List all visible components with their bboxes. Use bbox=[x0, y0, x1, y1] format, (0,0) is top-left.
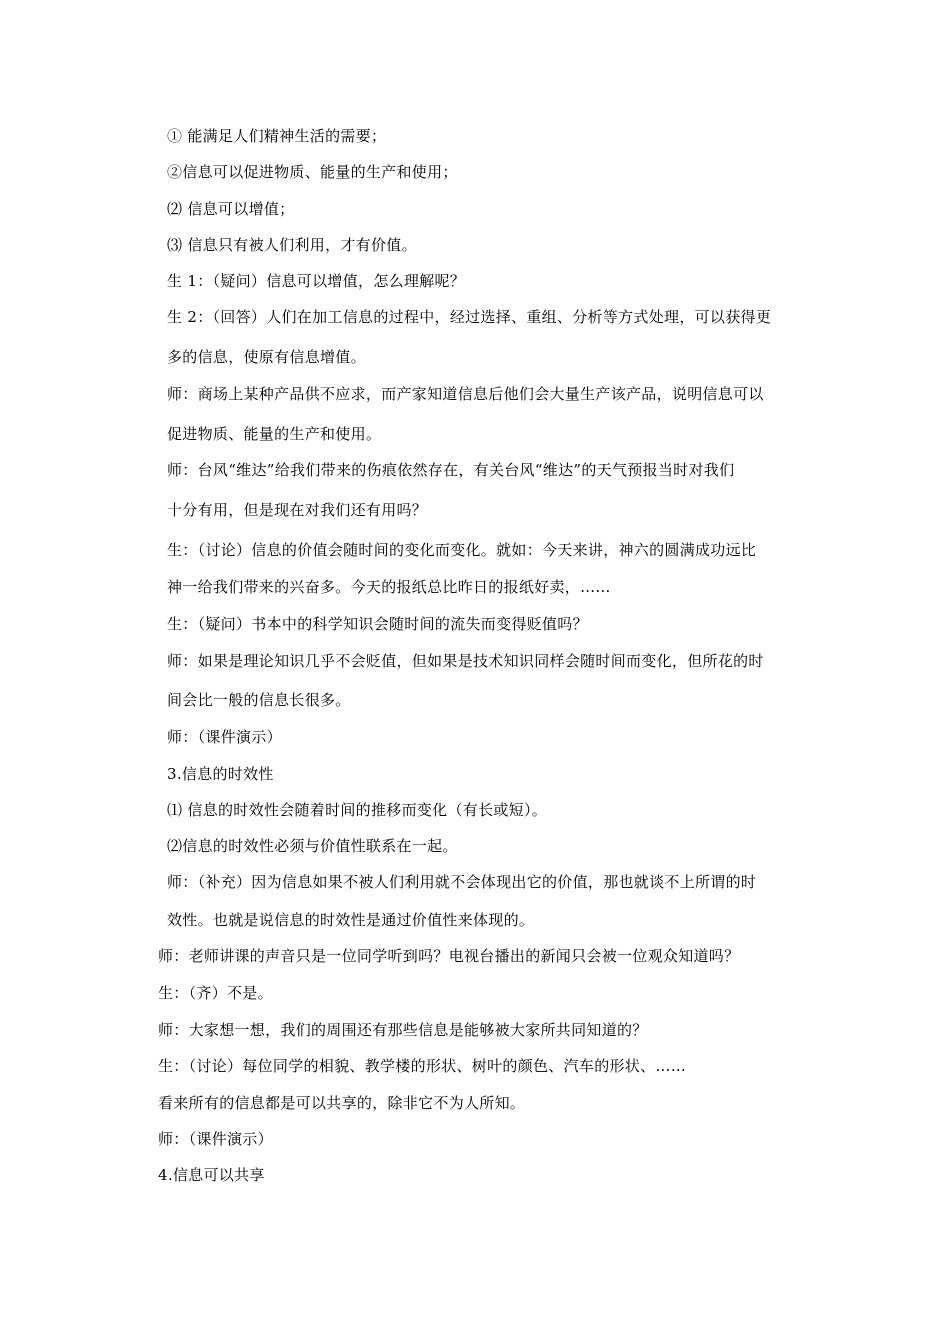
text-line: 师：（补充）因为信息如果不被人们利用就不会体现出它的价值，那也就谈不上所谓的时 bbox=[167, 873, 757, 891]
text-line: ⑴ 信息的时效性会随着时间的推移而变化（有长或短）。 bbox=[167, 801, 548, 819]
text-line: 师：大家想一想，我们的周围还有那些信息是能够被大家所共同知道的？ bbox=[158, 1021, 648, 1039]
text-line: 师：（课件演示） bbox=[158, 1130, 273, 1148]
text-line: 十分有用，但是现在对我们还有用吗？ bbox=[167, 501, 428, 519]
text-line: 师：如果是理论知识几乎不会贬值，但如果是技术知识同样会随时间而变化，但所花的时 bbox=[167, 652, 764, 670]
text-line: 效性。也就是说信息的时效性是通过价值性来体现的。 bbox=[167, 911, 535, 929]
text-line: 间会比一般的信息长很多。 bbox=[167, 691, 351, 709]
text-line: 生：（齐）不是。 bbox=[158, 984, 273, 1002]
text-line: 生 1：（疑问）信息可以增值，怎么理解呢？ bbox=[167, 272, 466, 290]
text-line: 师：商场上某种产品供不应求，而产家知道信息后他们会大量生产该产品，说明信息可以 bbox=[167, 385, 764, 403]
text-line: 多的信息，使原有信息增值。 bbox=[167, 348, 366, 366]
section-heading: 3.信息的时效性 bbox=[167, 765, 274, 783]
text-line: ① 能满足人们精神生活的需要； bbox=[167, 127, 387, 145]
text-line: ②信息可以促进物质、能量的生产和使用； bbox=[167, 163, 458, 181]
text-line: 师：老师讲课的声音只是一位同学听到吗？电视台播出的新闻只会被一位观众知道吗？ bbox=[158, 947, 740, 965]
text-line: 生 2：（回答）人们在加工信息的过程中，经过选择、重组、分析等方式处理，可以获得更 bbox=[167, 308, 772, 326]
text-line: 神一给我们带来的兴奋多。今天的报纸总比昨日的报纸好卖，…… bbox=[167, 578, 611, 596]
section-heading: 4.信息可以共享 bbox=[158, 1166, 265, 1184]
text-line: ⑵信息的时效性必须与价值性联系在一起。 bbox=[167, 837, 458, 855]
text-line: 师：（课件演示） bbox=[167, 728, 282, 746]
text-line: 促进物质、能量的生产和使用。 bbox=[167, 425, 382, 443]
text-line: 生：（讨论）信息的价值会随时间的变化而变化。就如：今天来讲，神六的圆满成功远比 bbox=[167, 541, 757, 559]
text-line: ⑵ 信息可以增值； bbox=[167, 200, 295, 218]
text-line: 生：（讨论）每位同学的相貌、教学楼的形状、树叶的颜色、汽车的形状、…… bbox=[158, 1057, 687, 1075]
text-line: 师：台风“维达”给我们带来的伤痕依然存在，有关台风“维达”的天气预报当时对我们 bbox=[167, 461, 735, 479]
text-line: 生：（疑问）书本中的科学知识会随时间的流失而变得贬值吗？ bbox=[167, 615, 588, 633]
text-line: 看来所有的信息都是可以共享的，除非它不为人所知。 bbox=[158, 1094, 526, 1112]
text-line: ⑶ 信息只有被人们利用，才有价值。 bbox=[167, 236, 417, 254]
